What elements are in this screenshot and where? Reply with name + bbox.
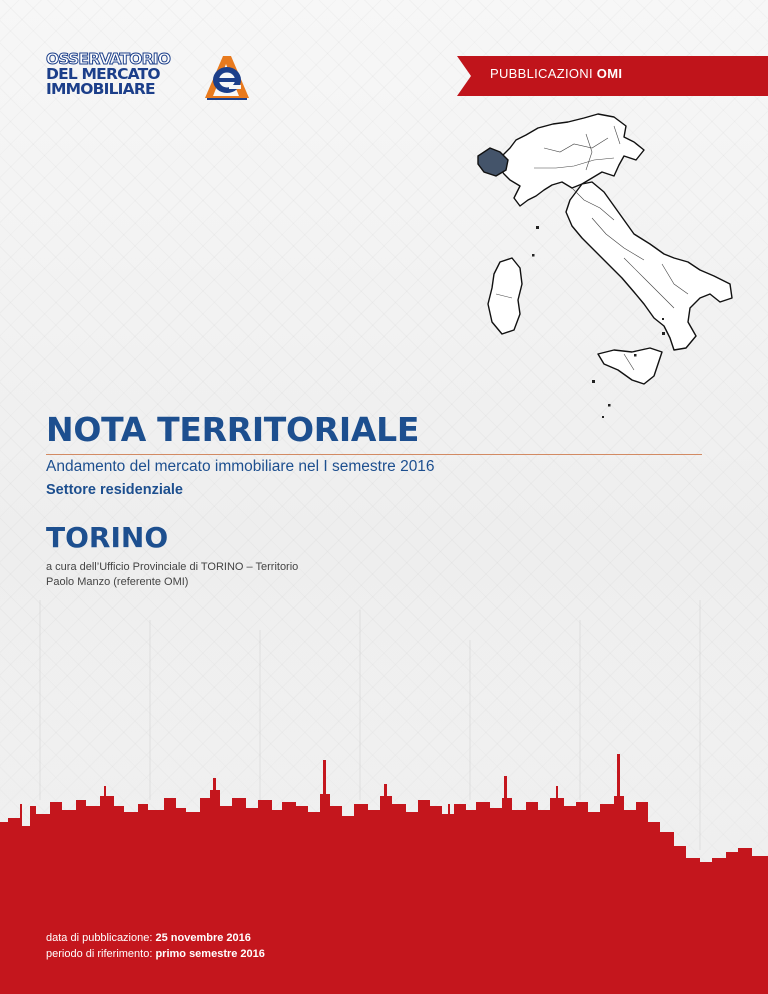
office-credit: a cura dell’Ufficio Provinciale di TORINO – Territorio bbox=[46, 561, 299, 573]
page-subtitle: Andamento del mercato immobiliare nel I semestre 2016 bbox=[46, 458, 435, 475]
city-name: TORINO bbox=[46, 521, 169, 554]
logo-line-1: OSSERVATORIO bbox=[46, 50, 171, 68]
publication-date bbox=[46, 932, 251, 944]
logo-wordmark bbox=[46, 52, 206, 97]
omi-logo-icon bbox=[201, 52, 253, 100]
reference-period-label: periodo di riferimento: bbox=[46, 948, 153, 960]
italy-map-icon bbox=[474, 108, 736, 420]
title-divider bbox=[46, 454, 702, 455]
publication-date-value: 25 novembre 2016 bbox=[155, 932, 251, 944]
reference-period-value: primo semestre 2016 bbox=[155, 948, 265, 960]
logo-line-2: DEL MERCATO bbox=[46, 65, 160, 83]
logo-line-3: IMMOBILIARE bbox=[46, 80, 155, 98]
sector-label: Settore residenziale bbox=[46, 482, 183, 498]
ribbon-label bbox=[490, 66, 622, 81]
page-title: NOTA TERRITORIALE bbox=[46, 410, 420, 449]
publication-date-label: data di pubblicazione: bbox=[46, 932, 153, 944]
referente-name: Paolo Manzo (referente OMI) bbox=[46, 576, 189, 588]
reference-period bbox=[46, 948, 265, 960]
ribbon-bold: OMI bbox=[596, 66, 623, 81]
ribbon-prefix: PUBBLICAZIONI bbox=[490, 66, 593, 81]
